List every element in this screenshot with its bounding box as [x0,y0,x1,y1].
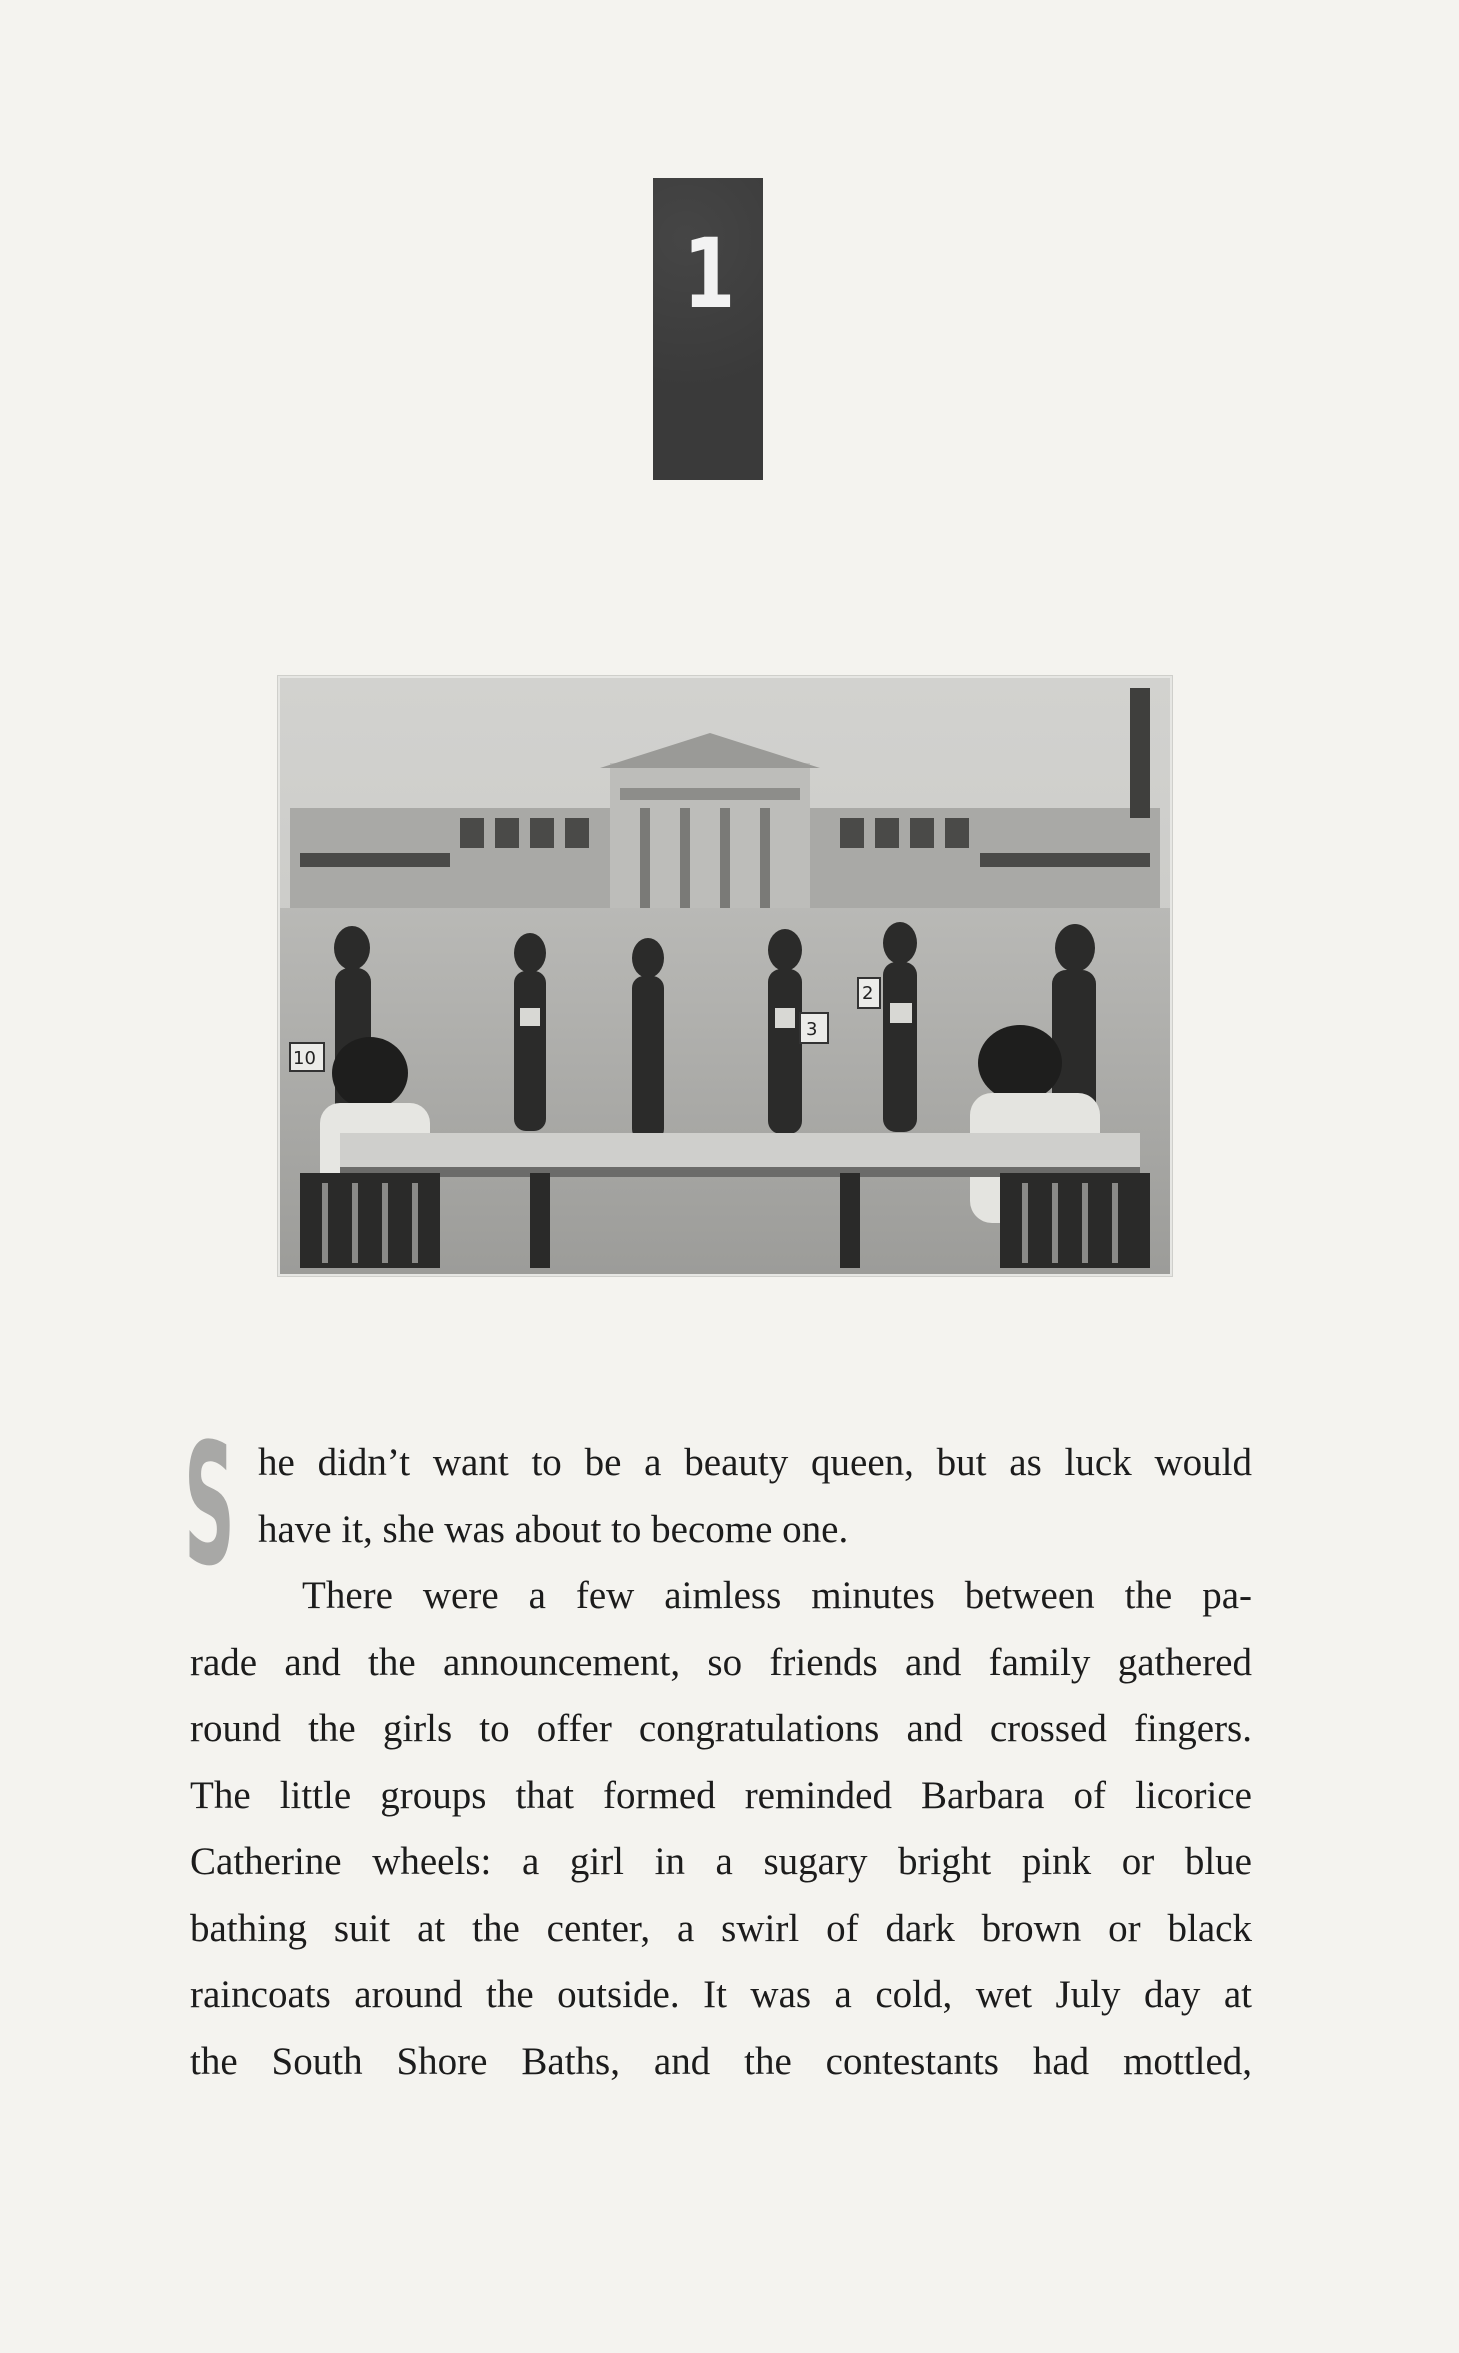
text-line: bathing suit at the center, a swirl of dark brown or black [190,1906,1252,1950]
paragraph-2 [190,1563,1252,2095]
text-line: There were a few aimless minutes between the pa- [302,1574,1252,1617]
card-number-3: 3 [806,1019,818,1040]
chapter-photo [278,676,1172,1276]
text-line: have it, she was about to become one. [258,1507,849,1551]
text-line: he didn’t want to be a beauty queen, but as luck would [258,1441,1252,1484]
photo-illustration [280,678,1170,1274]
drop-cap: S [184,1407,235,1603]
chapter-number-block [653,178,763,480]
text-line: raincoats around the outside. It was a cold, wet July day at [190,1973,1252,2016]
text-line: rade and the announcement, so friends and family gathered [190,1640,1252,1684]
body-text [190,1430,1252,2095]
card-number-10: 10 [293,1048,316,1069]
text-line: The little groups that formed reminded Barbara of licorice [190,1773,1252,1817]
paragraph-1 [190,1430,1252,1563]
text-line: the South Shore Baths, and the contestants had mottled, [190,2039,1252,2083]
text-line: Catherine wheels: a girl in a sugary bright pink or blue [190,1840,1252,1883]
text-line: round the girls to offer congratulations and crossed fingers. [190,1707,1252,1750]
card-number-2: 2 [862,983,874,1004]
chapter-number: 1 [682,218,734,330]
